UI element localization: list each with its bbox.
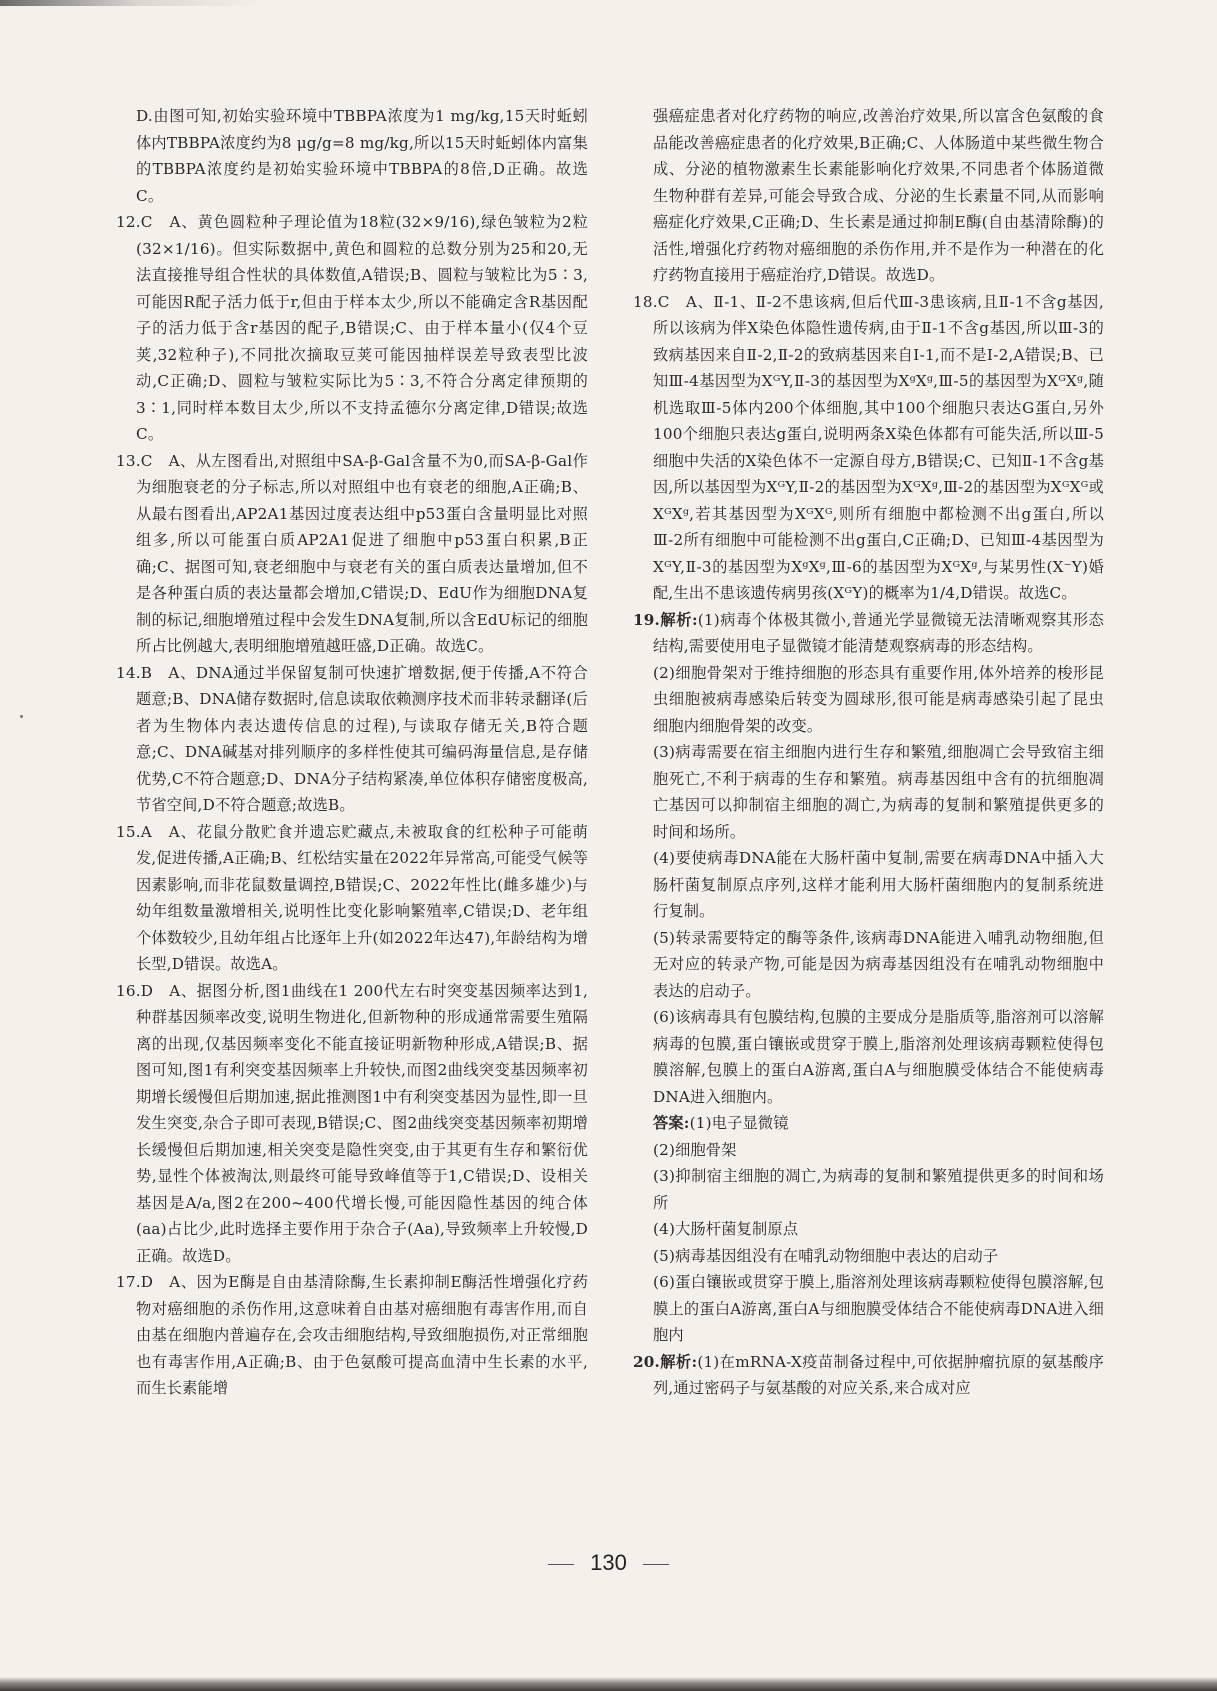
scan-edge-bottom [0, 1677, 1217, 1691]
left-paragraph [116, 209, 588, 448]
left-paragraph [116, 448, 588, 660]
right-column [633, 103, 1104, 1402]
right-paragraph [633, 845, 1104, 925]
paragraph-text: D.由图可知,初始实验环境中TBBPA浓度为1 mg/kg,15天时蚯蚓体内TBBPA浓度约为8 μg/g=8 mg/kg,所以15天时蚯蚓体内富集的TBBPA浓度约是初始实验环境中TBBPA的8倍,D正确。故选C。 [136, 107, 588, 205]
page-number: 130 [590, 1550, 627, 1575]
right-paragraph [633, 607, 1104, 660]
right-paragraph [633, 1163, 1104, 1216]
right-paragraph [633, 1269, 1104, 1349]
paragraph-text: (2)细胞骨架对于维持细胞的形态具有重要作用,体外培养的梭形昆虫细胞被病毒感染后转变为圆球形,很可能是病毒感染引起了昆虫细胞内细胞骨架的改变。 [653, 663, 1104, 735]
right-paragraph [633, 1349, 1104, 1402]
right-paragraph [633, 660, 1104, 740]
right-paragraph [633, 1243, 1104, 1270]
paragraph-text: 12.C A、黄色圆粒种子理论值为18粒(32×9/16),绿色皱粒为2粒(32×1/16)。但实际数据中,黄色和圆粒的总数分别为25和20,无法直接推导组合性状的具体数值,A错误;B、圆粒与皱粒比为5∶3,可能因R配子活力低于r,但由于样本太少,所以不能确定含R基因配子的活力低于含r基因的配子,B错误;C、由于样本量小(仅4个豆荚,32粒种子),不同批次摘取豆荚可能因抽样误差导致表型比波动,C正确;D、圆粒与皱粒实际比为5∶3,不符合分离定律预期的3∶1,同时样本数目太少,所以不支持孟德尔分离定律,D错误;故选C。 [116, 213, 588, 443]
paragraph-text: (4)大肠杆菌复制原点 [653, 1220, 799, 1238]
scan-speck [20, 715, 23, 718]
paragraph-text: 18.C A、Ⅱ-1、Ⅱ-2不患该病,但后代Ⅲ-3患该病,且Ⅱ-1不含g基因,所以该病为伴X染色体隐性遗传病,由于Ⅱ-1不含g基因,所以Ⅲ-3的致病基因来自Ⅱ-2,Ⅱ-2的致病基因来自Ⅰ-1,而不是Ⅰ-2,A错误;B、已知Ⅲ-4基因型为XᴳY,Ⅱ-3的基因型为XᵍXᵍ,Ⅲ-5的基因型为XᴳXᵍ,随机选取Ⅲ-5体内200个体细胞,其中100个细胞只表达G蛋白,另外100个细胞只表达g蛋白,说明两条X染色体都有可能失活,所以Ⅲ-5细胞中失活的X染色体不一定源自母方,B错误;C、已知Ⅱ-1不含g基因,所以基因型为XᴳY,Ⅱ-2的基因型为XᴳXᵍ,Ⅲ-2的基因型为XᴳXᴳ或XᴳXᵍ,若其基因型为XᴳXᴳ,则所有细胞中都检测不出g蛋白,所以Ⅲ-2所有细胞中可能检测不出g蛋白,C正确;D、已知Ⅲ-4基因型为XᴳY,Ⅱ-3的基因型为XᵍXᵍ,Ⅲ-6的基因型为XᴳXᵍ,与某男性(X⁻Y)婚配,生出不患该遗传病男孩(XᴳY)的概率为1/4,D错误。故选C。 [633, 292, 1104, 602]
paragraph-text: 13.C A、从左图看出,对照组中SA-β-Gal含量不为0,而SA-β-Gal作为细胞衰老的分子标志,所以对照组中也有衰老的细胞,A正确;B、从最右图看出,AP2A1基因过度表达组中p53蛋白含量明显比对照组多,所以可能蛋白质AP2A1促进了细胞中p53蛋白积累,B正确;C、据图可知,衰老细胞中与衰老有关的蛋白质表达量增加,但不是各种蛋白质的表达量都会增加,C错误;D、EdU作为细胞DNA复制的标记,细胞增殖过程中会发生DNA复制,所以含EdU标记的细胞所占比例越大,表明细胞增殖越旺盛,D正确。故选C。 [116, 451, 588, 655]
paragraph-text: (6)该病毒具有包膜结构,包膜的主要成分是脂质等,脂溶剂可以溶解病毒的包膜,蛋白镶嵌或贯穿于膜上,脂溶剂处理该病毒颗粒使得包膜溶解,包膜上的蛋白A游离,蛋白A与细胞膜受体结合不能使病毒DNA进入细胞内。 [653, 1008, 1104, 1106]
page-number-footer [0, 1550, 1217, 1576]
right-paragraph [633, 103, 1104, 289]
left-paragraph [116, 103, 588, 209]
left-column [116, 103, 588, 1402]
right-paragraph [633, 1216, 1104, 1243]
footer-dash-left [548, 1564, 574, 1565]
paragraph-text: (1)在mRNA-X疫苗制备过程中,可依据肿瘤抗原的氨基酸序列,通过密码子与氨基酸的对应关系,来合成对应 [653, 1352, 1105, 1397]
footer-dash-right [643, 1564, 669, 1565]
right-paragraph [633, 1110, 1104, 1137]
paragraph-text: (2)细胞骨架 [653, 1140, 737, 1159]
right-paragraph [633, 1004, 1104, 1110]
right-paragraph [633, 1137, 1104, 1164]
paragraph-text: 17.D A、因为E酶是自由基清除酶,生长素抑制E酶活性增强化疗药物对癌细胞的杀伤作用,这意味着自由基对癌细胞有毒害作用,而自由基在细胞内普遍存在,会攻击细胞结构,导致细胞损伤,对正常细胞也有毒害作用,A正确;B、由于色氨酸可提高血清中生长素的水平,而生长素能增 [116, 1273, 588, 1397]
paragraph-text: (4)要使病毒DNA能在大肠杆菌中复制,需要在病毒DNA中插入大肠杆菌复制原点序列,这样才能利用大肠杆菌细胞内的复制系统进行复制。 [653, 849, 1104, 920]
answer-label: 19.解析: [633, 610, 698, 629]
paragraph-text: (3)病毒需要在宿主细胞内进行生存和繁殖,细胞凋亡会导致宿主细胞死亡,不利于病毒的生存和繁殖。病毒基因组中含有的抗细胞凋亡基因可以抑制宿主细胞的凋亡,为病毒的复制和繁殖提供更多的时间和场所。 [653, 743, 1104, 841]
left-paragraph [116, 660, 588, 819]
paragraph-text: (5)转录需要特定的酶等条件,该病毒DNA能进入哺乳动物细胞,但无对应的转录产物,可能是因为病毒基因组没有在哺乳动物细胞中表达的启动子。 [653, 928, 1104, 1000]
paragraph-text: 14.B A、DNA通过半保留复制可快速扩增数据,便于传播,A不符合题意;B、DNA储存数据时,信息读取依赖测序技术而非转录翻译(后者为生物体内表达遗传信息的过程),与读取存储无关,B符合题意;C、DNA碱基对排列顺序的多样性使其可编码海量信息,是存储优势,C不符合题意;D、DNA分子结构紧凑,单位体积存储密度极高,节省空间,D不符合题意;故选B。 [116, 663, 588, 814]
paragraph-text: (1)病毒个体极其微小,普通光学显微镜无法清晰观察其形态结构,需要使用电子显微镜才能清楚观察病毒的形态结构。 [653, 610, 1104, 655]
paragraph-text: (5)病毒基因组没有在哺乳动物细胞中表达的启动子 [653, 1246, 999, 1265]
right-paragraph [633, 289, 1104, 607]
left-paragraph [116, 1269, 588, 1402]
paragraph-text: (3)抑制宿主细胞的凋亡,为病毒的复制和繁殖提供更多的时间和场所 [653, 1167, 1104, 1212]
answer-label: 答案: [653, 1114, 690, 1132]
paragraph-text: 16.D A、据图分析,图1曲线在1 200代左右时突变基因频率达到1,种群基因频率改变,说明生物进化,但新物种的形成通常需要生殖隔离的出现,仅基因频率变化不能直接证明新物种形成,A错误;B、据图可知,图1有利突变基因频率上升较快,而图2曲线突变基因频率初期增长缓慢但后期加速,据此推测图1中有利突变基因为显性,即一旦发生突变,杂合子即可表现,B错误;C、图2曲线突变基因频率初期增长缓慢但后期加速,相关突变是隐性突变,由于其更有生存和繁衍优势,显性个体被淘汰,则最终可能导致峰值等于1,C错误;D、设相关基因是A/a,图2在200~400代增长慢,可能因隐性基因的纯合体(aa)占比少,此时选择主要作用于杂合子(Aa),导致频率上升较慢,D正确。故选D。 [116, 981, 588, 1265]
right-paragraph [633, 739, 1104, 845]
scan-edge-top [0, 0, 1217, 6]
paragraph-text: (6)蛋白镶嵌或贯穿于膜上,脂溶剂处理该病毒颗粒使得包膜溶解,包膜上的蛋白A游离,蛋白A与细胞膜受体结合不能使病毒DNA进入细胞内 [653, 1273, 1104, 1344]
answer-label: 20.解析: [633, 1352, 698, 1371]
right-paragraph [633, 925, 1104, 1005]
paragraph-text: (1)电子显微镜 [689, 1114, 789, 1132]
left-paragraph [116, 978, 588, 1270]
paragraph-text: 15.A A、花鼠分散贮食并遗忘贮藏点,未被取食的红松种子可能萌发,促进传播,A正确;B、红松结实量在2022年异常高,可能受气候等因素影响,而非花鼠数量调控,B错误;C、2022年性比(雌多雄少)与幼年组数量激增相关,说明性比变化影响繁殖率,C错误;D、老年组个体数较少,且幼年组占比逐年上升(如2022年达47),年龄结构为增长型,D错误。故选A。 [116, 822, 588, 973]
left-paragraph [116, 819, 588, 978]
paragraph-text: 强癌症患者对化疗药物的响应,改善治疗效果,所以富含色氨酸的食品能改善癌症患者的化疗效果,B正确;C、人体肠道中某些微生物合成、分泌的植物激素生长素能影响化疗效果,不同患者个体肠道微生物种群有差异,可能会导致合成、分泌的生长素量不同,从而影响癌症化疗效果,C正确;D、生长素是通过抑制E酶(自由基清除酶)的活性,增强化疗药物对癌细胞的杀伤作用,并不是作为一种潜在的化疗药物直接用于癌症治疗,D错误。故选D。 [653, 107, 1104, 284]
